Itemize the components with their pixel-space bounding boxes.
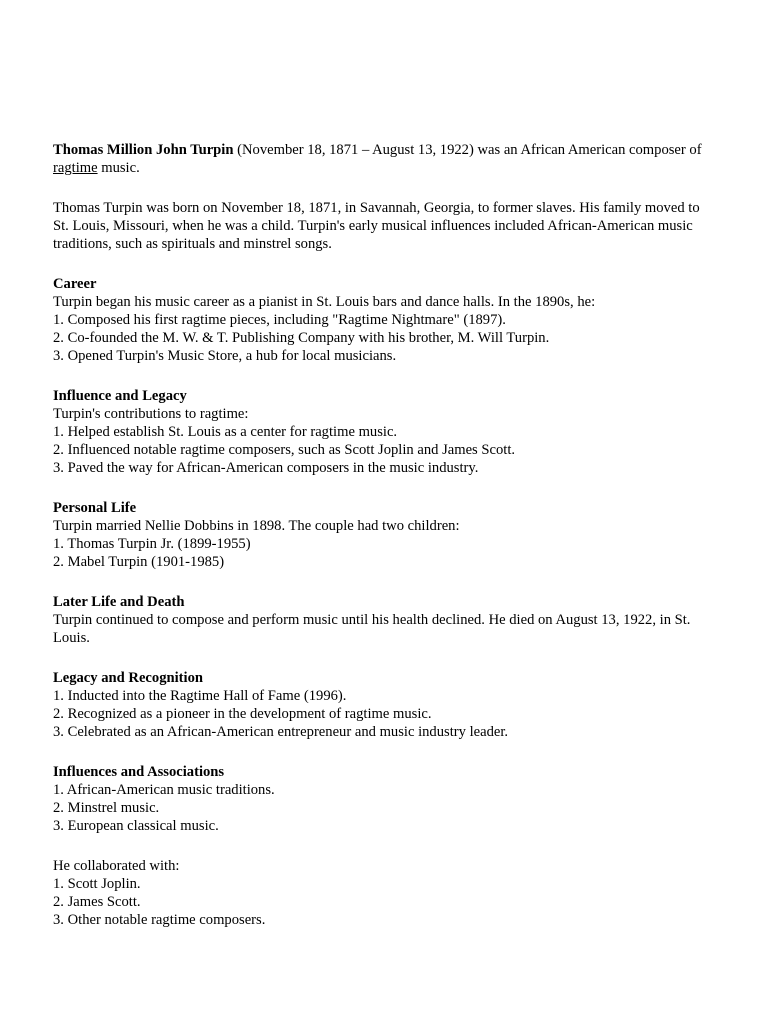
intro-text-b: music.	[97, 160, 140, 176]
intro-text-a: (November 18, 1871 – August 13, 1922) was an African American composer of	[233, 142, 702, 158]
section-collaborations	[53, 857, 717, 929]
list-item: 3. Other notable ragtime composers.	[53, 912, 266, 928]
ragtime-link[interactable]: ragtime	[53, 160, 98, 176]
section-title: Influences and Associations	[53, 764, 225, 780]
list-item: 2. James Scott.	[53, 894, 141, 910]
bio-paragraph: Thomas Turpin was born on November 18, 1871, in Savannah, Georgia, to former slaves. His family moved to St. Louis, Missouri, when he was a child. Turpin's early musical influences included African-American music traditions, such as spirituals and minstrel songs.	[53, 200, 700, 252]
list-item: 3. European classical music.	[53, 818, 219, 834]
section-line: Turpin married Nellie Dobbins in 1898. The couple had two children:	[53, 518, 460, 534]
section-title: Legacy and Recognition	[53, 670, 203, 686]
list-item: 2. Recognized as a pioneer in the development of ragtime music.	[53, 706, 432, 722]
intro-paragraph	[53, 141, 717, 177]
section-line: Turpin's contributions to ragtime:	[53, 406, 249, 422]
section-line: Turpin continued to compose and perform music until his health declined. He died on August 13, 1922, in St. Louis.	[53, 612, 691, 646]
list-item: 3. Celebrated as an African-American entrepreneur and music industry leader.	[53, 724, 509, 740]
section-legacy-recognition	[53, 669, 717, 741]
collab-intro: He collaborated with:	[53, 858, 180, 874]
section-title: Personal Life	[53, 500, 137, 516]
list-item: 3. Opened Turpin's Music Store, a hub for local musicians.	[53, 348, 397, 364]
list-item: 1. African-American music traditions.	[53, 782, 275, 798]
list-item: 1. Scott Joplin.	[53, 876, 141, 892]
list-item: 2. Co-founded the M. W. & T. Publishing Company with his brother, M. Will Turpin.	[53, 330, 550, 346]
list-item: 1. Thomas Turpin Jr. (1899-1955)	[53, 536, 251, 552]
list-item: 2. Minstrel music.	[53, 800, 160, 816]
section-later-life	[53, 593, 717, 647]
section-title: Later Life and Death	[53, 594, 185, 610]
section-career	[53, 275, 717, 365]
section-title: Career	[53, 276, 97, 292]
list-item: 2. Mabel Turpin (1901-1985)	[53, 554, 225, 570]
section-personal-life	[53, 499, 717, 571]
document-page	[53, 141, 717, 951]
list-item: 1. Composed his first ragtime pieces, including "Ragtime Nightmare" (1897).	[53, 312, 506, 328]
section-line: Turpin began his music career as a pianist in St. Louis bars and dance halls. In the 1890s, he:	[53, 294, 596, 310]
list-item: 1. Helped establish St. Louis as a center for ragtime music.	[53, 424, 398, 440]
subject-name: Thomas Million John Turpin	[53, 142, 234, 158]
section-influence-legacy	[53, 387, 717, 477]
list-item: 3. Paved the way for African-American composers in the music industry.	[53, 460, 479, 476]
list-item: 2. Influenced notable ragtime composers, such as Scott Joplin and James Scott.	[53, 442, 516, 458]
list-item: 1. Inducted into the Ragtime Hall of Fame (1996).	[53, 688, 347, 704]
section-title: Influence and Legacy	[53, 388, 187, 404]
section-influences-associations	[53, 763, 717, 835]
